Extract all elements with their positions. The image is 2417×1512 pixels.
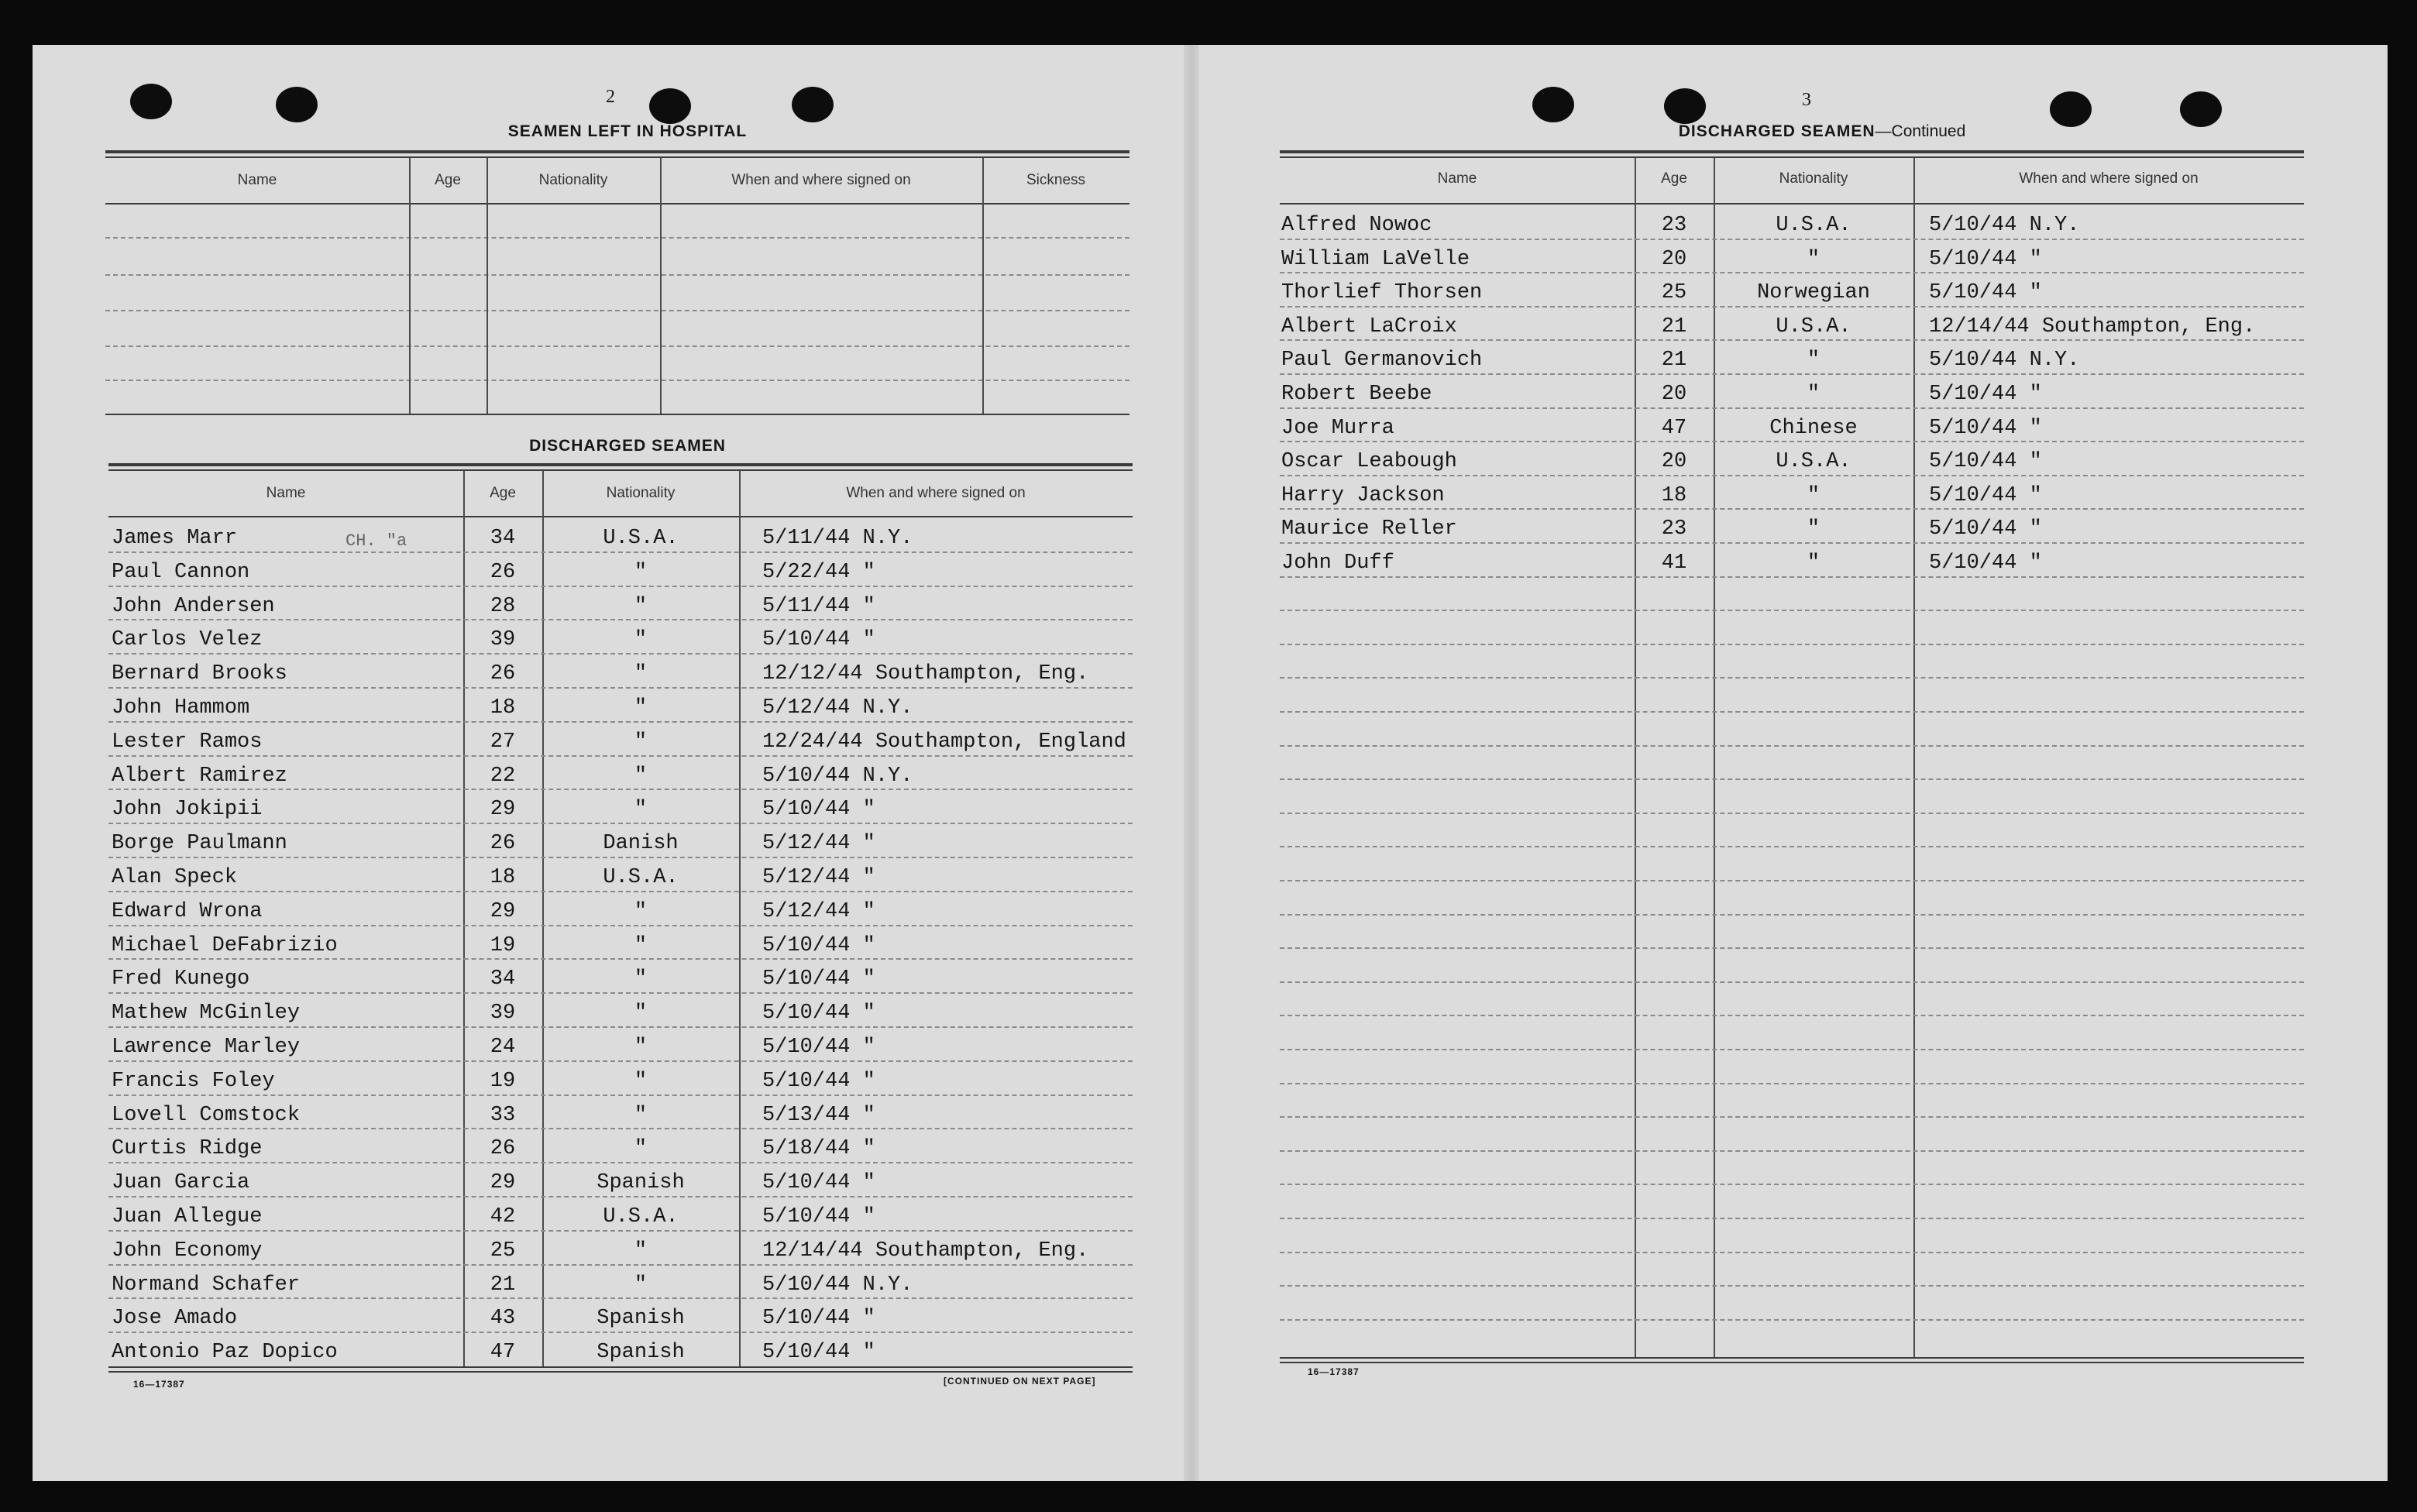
punch-hole — [792, 87, 834, 122]
row-rule — [108, 619, 1133, 620]
seaman-nationality: " — [634, 1002, 648, 1025]
seaman-name: Harry Jackson — [1281, 484, 1445, 507]
rule — [105, 310, 1129, 311]
seaman-nationality: " — [634, 765, 648, 788]
rule — [105, 150, 1129, 153]
seaman-age: 39 — [490, 628, 516, 651]
discharged-header-nationality: Nationality — [606, 485, 676, 501]
seaman-signed-on: 5/18/44 " — [762, 1137, 875, 1160]
row-rule — [108, 1162, 1133, 1163]
header-signed: When and where signed on — [2019, 170, 2199, 187]
seaman-nationality: U.S.A. — [1776, 315, 1851, 338]
seaman-nationality: Spanish — [597, 1171, 685, 1194]
row-rule — [1280, 778, 2304, 780]
seaman-age: 26 — [490, 662, 516, 686]
seaman-nationality: " — [634, 595, 648, 618]
seaman-age: 26 — [490, 561, 516, 584]
rule — [105, 414, 1129, 415]
seaman-nationality: Chinese — [1769, 417, 1858, 440]
seaman-signed-on: 5/10/44 N.Y. — [762, 1273, 913, 1297]
row-rule — [1280, 880, 2304, 881]
punch-hole — [649, 88, 691, 124]
seaman-name: Albert Ramirez — [112, 765, 287, 788]
seaman-name: Lawrence Marley — [112, 1036, 301, 1059]
row-rule — [1280, 576, 2304, 578]
form-number: 16—17387 — [1308, 1366, 1360, 1377]
seaman-signed-on: 5/10/44 N.Y. — [1929, 349, 2080, 372]
row-rule — [1280, 508, 2304, 510]
row-rule — [108, 992, 1133, 994]
row-rule — [108, 1264, 1133, 1266]
seaman-age: 26 — [490, 832, 516, 855]
row-rule — [1280, 542, 2304, 544]
seaman-nationality: " — [1807, 517, 1820, 541]
row-rule — [1280, 1184, 2304, 1185]
seaman-name: John Economy — [112, 1239, 263, 1263]
row-rule — [108, 552, 1133, 553]
seaman-age: 29 — [490, 1171, 516, 1194]
rule — [108, 469, 1133, 471]
seaman-age: 27 — [490, 730, 516, 754]
seaman-name: Maurice Reller — [1281, 517, 1457, 541]
row-rule — [108, 1060, 1133, 1062]
hospital-header-nationality: Nationality — [538, 172, 608, 188]
page-number: 3 — [1802, 90, 1811, 110]
seaman-signed-on: 5/10/44 " — [762, 1002, 875, 1025]
seaman-signed-on: 5/22/44 " — [762, 561, 875, 584]
row-rule — [1280, 1150, 2304, 1152]
row-rule — [108, 1332, 1133, 1333]
row-rule — [1280, 1049, 2304, 1050]
seaman-nationality: " — [634, 662, 648, 686]
punch-hole — [130, 84, 172, 119]
seaman-signed-on: 5/10/44 " — [762, 798, 875, 821]
seaman-signed-on: 12/14/44 Southampton, Eng. — [762, 1239, 1089, 1263]
seaman-nationality: " — [634, 730, 648, 754]
seaman-signed-on: 5/10/44 N.Y. — [1929, 214, 2080, 237]
seaman-age: 29 — [490, 900, 516, 923]
seaman-age: 41 — [1661, 552, 1687, 575]
punch-hole — [1664, 88, 1706, 124]
handwritten-note: CH. "a — [346, 531, 407, 551]
seaman-nationality: " — [634, 900, 648, 923]
punch-hole — [1532, 87, 1574, 122]
rule — [108, 1371, 1133, 1373]
seaman-signed-on: 5/10/44 " — [762, 934, 875, 957]
seaman-signed-on: 5/10/44 " — [1929, 552, 2042, 575]
rule — [108, 1366, 1133, 1368]
row-rule — [108, 1094, 1133, 1096]
row-rule — [1280, 745, 2304, 747]
seaman-name: Jose Amado — [112, 1307, 238, 1330]
seaman-name: John Duff — [1281, 552, 1394, 575]
seaman-signed-on: 12/24/44 Southampton, England — [762, 730, 1126, 754]
page-spine — [1184, 45, 1199, 1481]
seaman-signed-on: 5/10/44 " — [762, 1036, 875, 1059]
rule — [1280, 203, 2304, 204]
seaman-signed-on: 5/10/44 " — [1929, 281, 2042, 304]
seaman-signed-on: 5/10/44 " — [762, 1307, 875, 1330]
col-divider — [739, 471, 741, 1366]
seaman-name: Curtis Ridge — [112, 1137, 263, 1160]
hospital-header-name: Name — [237, 172, 277, 188]
row-rule — [108, 925, 1133, 926]
seaman-nationality: U.S.A. — [603, 866, 679, 889]
continued-note: [CONTINUED ON NEXT PAGE] — [944, 1376, 1096, 1387]
punch-hole — [276, 87, 318, 122]
rule — [108, 516, 1133, 517]
seaman-nationality: " — [634, 1036, 648, 1059]
seaman-signed-on: 5/10/44 N.Y. — [762, 765, 913, 788]
col-divider — [982, 158, 984, 414]
seaman-signed-on: 5/12/44 N.Y. — [762, 696, 913, 720]
seaman-age: 21 — [490, 1273, 516, 1297]
row-rule — [1280, 610, 2304, 611]
row-rule — [108, 687, 1133, 689]
seaman-signed-on: 5/10/44 " — [762, 1070, 875, 1093]
hospital-header-age: Age — [435, 172, 461, 188]
seaman-age: 24 — [490, 1036, 516, 1059]
rule — [105, 380, 1129, 381]
seaman-age: 18 — [490, 696, 516, 720]
title-main: DISCHARGED SEAMEN — [1678, 122, 1875, 140]
seaman-name: Paul Cannon — [112, 561, 250, 584]
seaman-signed-on: 5/10/44 " — [762, 1341, 875, 1364]
seaman-signed-on: 12/14/44 Southampton, Eng. — [1929, 315, 2256, 338]
seaman-age: 34 — [490, 967, 516, 991]
row-rule — [108, 1196, 1133, 1198]
seaman-signed-on: 5/12/44 " — [762, 900, 875, 923]
seaman-age: 26 — [490, 1137, 516, 1160]
seaman-signed-on: 5/11/44 " — [762, 595, 875, 618]
seaman-signed-on: 5/11/44 N.Y. — [762, 527, 913, 550]
seaman-nationality: " — [1807, 552, 1820, 575]
row-rule — [1280, 846, 2304, 847]
seaman-nationality: " — [634, 934, 648, 957]
header-age: Age — [1661, 170, 1687, 187]
seaman-signed-on: 12/12/44 Southampton, Eng. — [762, 662, 1089, 686]
row-rule — [108, 857, 1133, 858]
seaman-signed-on: 5/10/44 " — [762, 628, 875, 651]
row-rule — [108, 586, 1133, 587]
row-rule — [1280, 373, 2304, 375]
seaman-name: Normand Schafer — [112, 1273, 301, 1297]
seaman-nationality: Norwegian — [1757, 281, 1870, 304]
seaman-age: 21 — [1661, 349, 1687, 372]
row-rule — [1280, 813, 2304, 814]
seaman-name: Edward Wrona — [112, 900, 263, 923]
seaman-nationality: U.S.A. — [603, 527, 679, 550]
row-rule — [1280, 1319, 2304, 1321]
row-rule — [108, 755, 1133, 757]
seaman-name: Paul Germanovich — [1281, 349, 1483, 372]
row-rule — [1280, 1218, 2304, 1219]
seaman-nationality: " — [634, 967, 648, 991]
row-rule — [108, 1297, 1133, 1299]
seaman-name: John Andersen — [112, 595, 275, 618]
seaman-name: Thorlief Thorsen — [1281, 281, 1483, 304]
row-rule — [1280, 981, 2304, 983]
seaman-age: 43 — [490, 1307, 516, 1330]
col-divider — [1913, 158, 1915, 1357]
rule — [1280, 1357, 2304, 1359]
seaman-signed-on: 5/13/44 " — [762, 1104, 875, 1127]
col-divider — [660, 158, 662, 414]
seaman-nationality: " — [1807, 349, 1820, 372]
seaman-name: William LaVelle — [1281, 248, 1470, 271]
row-rule — [1280, 1285, 2304, 1287]
seaman-name: Albert LaCroix — [1281, 315, 1457, 338]
punch-hole — [2050, 91, 2092, 127]
col-divider — [1714, 158, 1715, 1357]
seaman-name: Fred Kunego — [112, 967, 250, 991]
seaman-name: Mathew McGinley — [112, 1002, 301, 1025]
seaman-age: 29 — [490, 798, 516, 821]
seaman-age: 20 — [1661, 248, 1687, 271]
seaman-age: 19 — [490, 1070, 516, 1093]
row-rule — [108, 721, 1133, 723]
seaman-age: 47 — [490, 1341, 516, 1364]
seaman-nationality: " — [634, 696, 648, 720]
row-rule — [108, 1026, 1133, 1028]
seaman-age: 28 — [490, 595, 516, 618]
row-rule — [1280, 1252, 2304, 1253]
seaman-nationality: " — [1807, 484, 1820, 507]
row-rule — [1280, 947, 2304, 949]
seaman-signed-on: 5/12/44 " — [762, 832, 875, 855]
seaman-age: 23 — [1661, 517, 1687, 541]
discharged-continued-title — [1605, 122, 2039, 141]
seaman-signed-on: 5/10/44 " — [1929, 383, 2042, 406]
rule — [108, 463, 1133, 466]
seaman-signed-on: 5/10/44 " — [1929, 248, 2042, 271]
seaman-signed-on: 5/10/44 " — [762, 1205, 875, 1228]
seaman-name: Oscar Leabough — [1281, 450, 1457, 473]
row-rule — [1280, 306, 2304, 308]
row-rule — [108, 958, 1133, 960]
row-rule — [1280, 272, 2304, 273]
row-rule — [1280, 677, 2304, 679]
seaman-name: Carlos Velez — [112, 628, 263, 651]
seaman-name: Robert Beebe — [1281, 383, 1432, 406]
col-divider — [409, 158, 411, 414]
discharged-header-signed: When and where signed on — [846, 485, 1026, 501]
header-nationality: Nationality — [1779, 170, 1848, 187]
seaman-nationality: " — [634, 561, 648, 584]
seaman-name: Juan Garcia — [112, 1171, 250, 1194]
row-rule — [1280, 239, 2304, 240]
row-rule — [1280, 1015, 2304, 1016]
row-rule — [1280, 914, 2304, 916]
hospital-section-title: SEAMEN LEFT IN HOSPITAL — [507, 122, 748, 140]
seaman-nationality: " — [634, 628, 648, 651]
row-rule — [1280, 1083, 2304, 1084]
rule — [1280, 156, 2304, 158]
seaman-age: 25 — [1661, 281, 1687, 304]
seaman-name: Bernard Brooks — [112, 662, 287, 686]
seaman-signed-on: 5/10/44 " — [1929, 484, 2042, 507]
punch-hole — [2180, 91, 2222, 127]
hospital-header-signed: When and where signed on — [731, 172, 911, 188]
row-rule — [1280, 441, 2304, 442]
seaman-age: 21 — [1661, 315, 1687, 338]
seaman-age: 19 — [490, 934, 516, 957]
row-rule — [108, 789, 1133, 790]
seaman-name: John Hammom — [112, 696, 250, 720]
seaman-nationality: " — [1807, 383, 1820, 406]
header-name: Name — [1437, 170, 1477, 187]
rule — [105, 345, 1129, 347]
row-rule — [1280, 1116, 2304, 1118]
seaman-age: 25 — [490, 1239, 516, 1263]
row-rule — [108, 891, 1133, 892]
rule — [105, 237, 1129, 239]
seaman-age: 39 — [490, 1002, 516, 1025]
seaman-age: 18 — [1661, 484, 1687, 507]
seaman-name: Joe Murra — [1281, 417, 1394, 440]
rule — [1280, 1362, 2304, 1363]
seaman-name: Juan Allegue — [112, 1205, 263, 1228]
seaman-name: James Marr — [112, 527, 238, 550]
seaman-nationality: " — [1807, 248, 1820, 271]
seaman-nationality: " — [634, 1070, 648, 1093]
seaman-signed-on: 5/10/44 " — [762, 967, 875, 991]
col-divider — [486, 158, 488, 414]
seaman-nationality: " — [634, 1137, 648, 1160]
seaman-age: 20 — [1661, 383, 1687, 406]
seaman-signed-on: 5/10/44 " — [1929, 417, 2042, 440]
seaman-age: 42 — [490, 1205, 516, 1228]
seaman-age: 23 — [1661, 214, 1687, 237]
row-rule — [1280, 644, 2304, 645]
seaman-nationality: U.S.A. — [1776, 214, 1851, 237]
seaman-age: 34 — [490, 527, 516, 550]
row-rule — [108, 823, 1133, 824]
col-divider — [1635, 158, 1636, 1357]
seaman-nationality: U.S.A. — [603, 1205, 679, 1228]
seaman-nationality: " — [634, 1104, 648, 1127]
row-rule — [1280, 711, 2304, 713]
rule — [1280, 150, 2304, 153]
seaman-signed-on: 5/10/44 " — [1929, 517, 2042, 541]
rule — [105, 156, 1129, 158]
seaman-nationality: Spanish — [597, 1341, 685, 1364]
seaman-nationality: U.S.A. — [1776, 450, 1851, 473]
seaman-name: Antonio Paz Dopico — [112, 1341, 338, 1364]
discharged-section-title: DISCHARGED SEAMEN — [529, 437, 726, 455]
seaman-nationality: Danish — [603, 832, 679, 855]
seaman-age: 33 — [490, 1104, 516, 1127]
seaman-name: Borge Paulmann — [112, 832, 287, 855]
seaman-name: Francis Foley — [112, 1070, 275, 1093]
title-continued: —Continued — [1875, 122, 1966, 140]
seaman-age: 20 — [1661, 450, 1687, 473]
rule — [105, 274, 1129, 276]
seaman-name: Alan Speck — [112, 866, 238, 889]
seaman-nationality: Spanish — [597, 1307, 685, 1330]
seaman-age: 18 — [490, 866, 516, 889]
row-rule — [1280, 407, 2304, 409]
seaman-nationality: " — [634, 1239, 648, 1263]
row-rule — [1280, 475, 2304, 476]
hospital-header-sickness: Sickness — [1026, 172, 1086, 188]
page-number: 2 — [606, 87, 615, 107]
row-rule — [108, 653, 1133, 655]
discharged-header-name: Name — [266, 485, 306, 501]
seaman-signed-on: 5/10/44 " — [1929, 450, 2042, 473]
seaman-age: 47 — [1661, 417, 1687, 440]
seaman-name: Alfred Nowoc — [1281, 214, 1432, 237]
seaman-name: John Jokipii — [112, 798, 263, 821]
rule — [105, 203, 1129, 204]
seaman-age: 22 — [490, 765, 516, 788]
row-rule — [108, 1230, 1133, 1232]
form-number: 16—17387 — [133, 1379, 185, 1390]
seaman-signed-on: 5/10/44 " — [762, 1171, 875, 1194]
seaman-name: Michael DeFabrizio — [112, 934, 338, 957]
row-rule — [1280, 339, 2304, 341]
seaman-nationality: " — [634, 798, 648, 821]
discharged-header-age: Age — [490, 485, 516, 501]
seaman-name: Lester Ramos — [112, 730, 263, 754]
seaman-nationality: " — [634, 1273, 648, 1297]
seaman-name: Lovell Comstock — [112, 1104, 301, 1127]
row-rule — [108, 1128, 1133, 1129]
seaman-signed-on: 5/12/44 " — [762, 866, 875, 889]
